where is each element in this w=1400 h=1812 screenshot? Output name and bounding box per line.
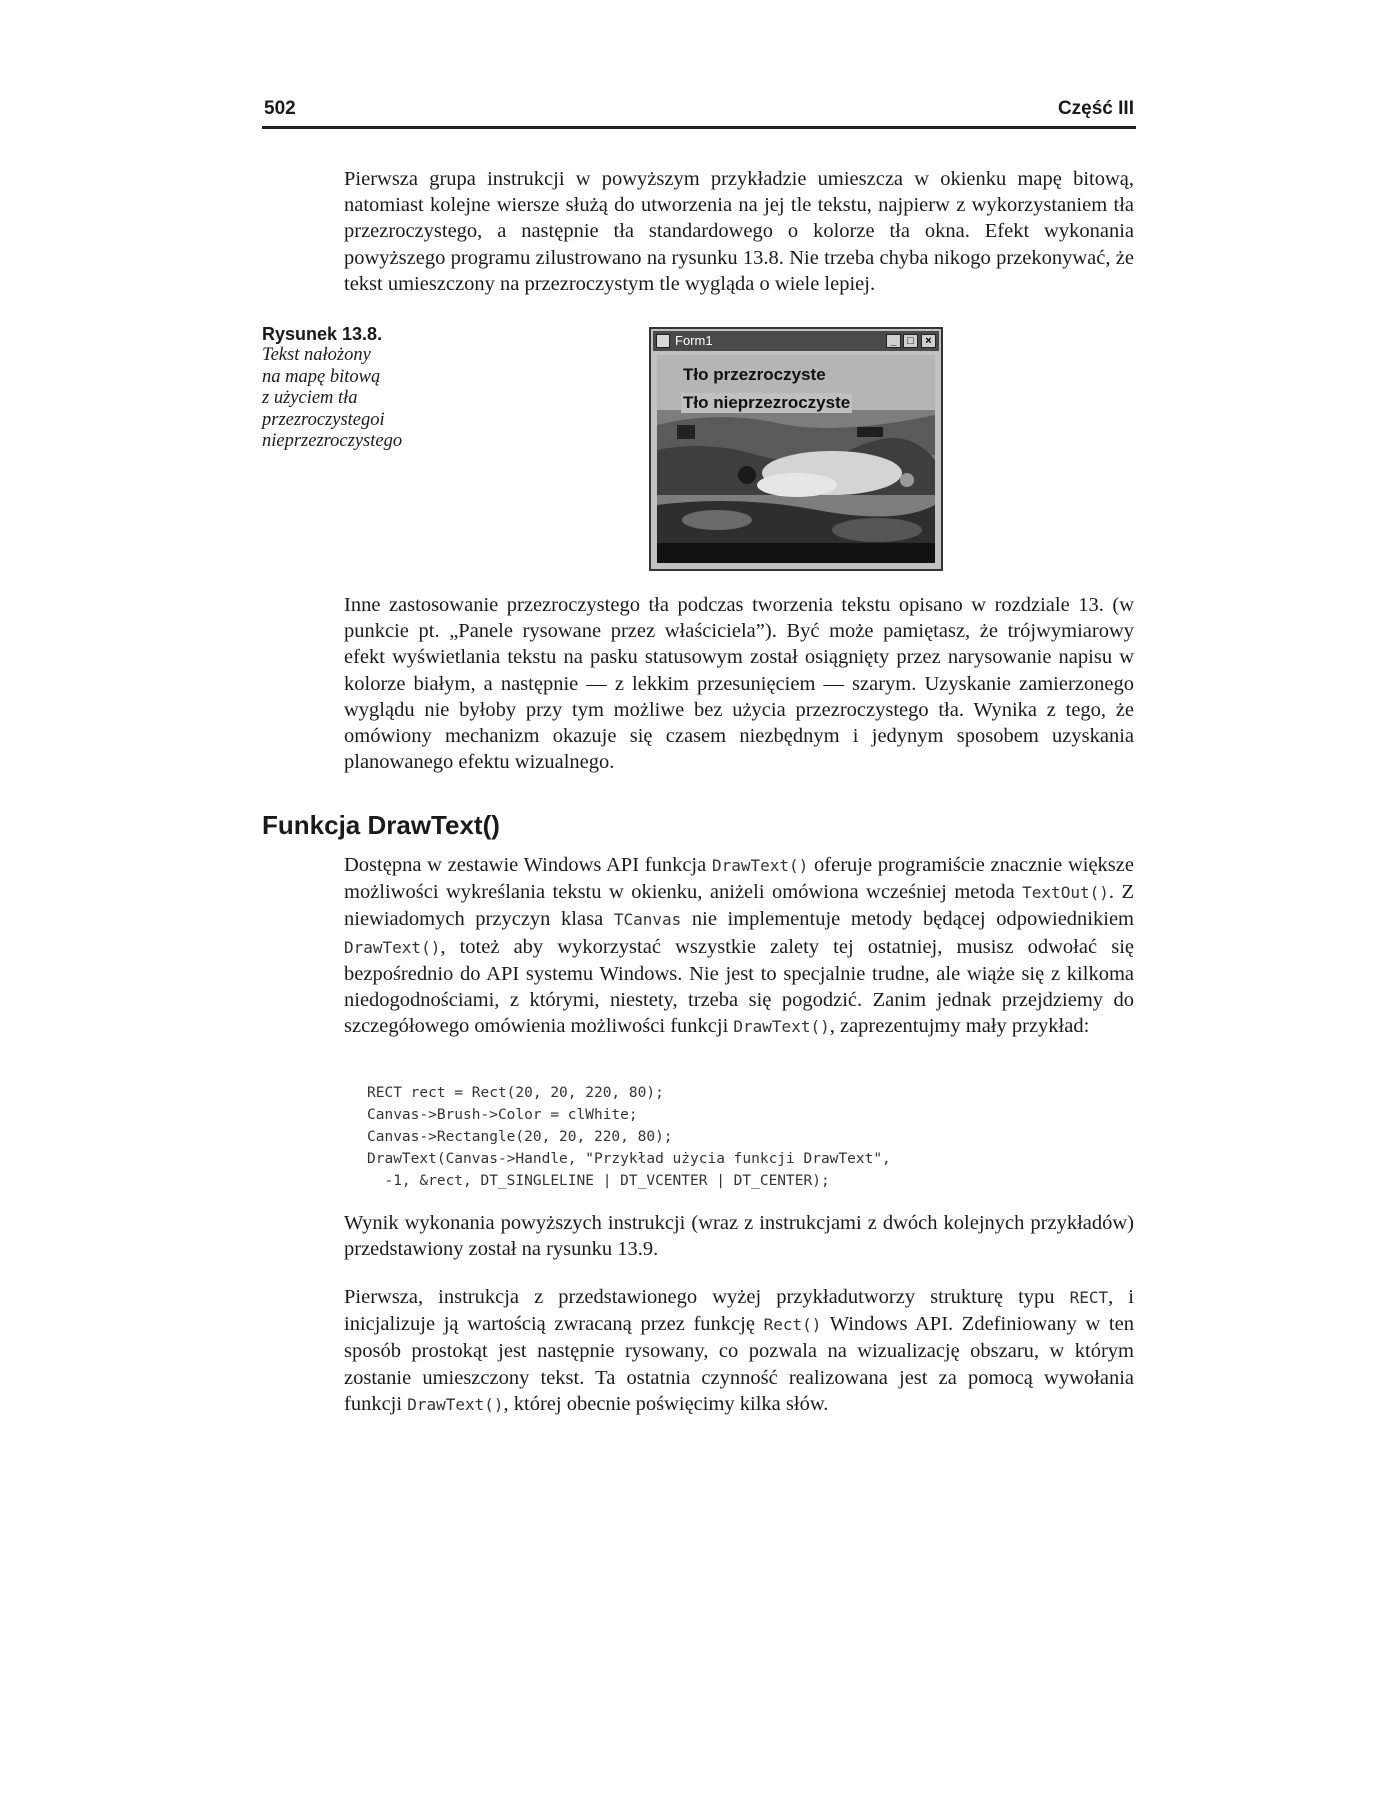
- text-transparent-background: Tło przezroczyste: [683, 365, 826, 384]
- text-run: nie implementuje metody będącej odpowiednikiem: [681, 908, 1134, 931]
- code-inline: DrawText(): [407, 1394, 504, 1414]
- text-run: , zaprezentujmy mały przykład:: [829, 1015, 1090, 1038]
- code-line: DrawText(Canvas->Handle, "Przykład użycia funkcji DrawText",: [367, 1151, 891, 1167]
- caption-line: nieprzezroczystego: [262, 431, 403, 451]
- window-titlebar: [653, 331, 939, 351]
- text-run: Windows API. Zdefiniowany w ten sposób prostokąt jest następnie rysowany, co pozwala na wizualizację obszaru, w którym zostanie umieszczony tekst. Ta ostatnia czynność realizowana jest za pomocą wywołania funkcji: [344, 1313, 1134, 1415]
- text-run: Pierwsza, instrukcja z przedstawionego wyżej przykładutworzy strukturę typu: [344, 1286, 1070, 1308]
- code-line: RECT rect = Rect(20, 20, 220, 80);: [367, 1085, 664, 1101]
- paragraph-2: Inne zastosowanie przezroczystego tła podczas tworzenia tekstu opisano w rozdziale 13. (w punkcie pt. „Panele rysowane przez właściciela”). Być może pamiętasz, że trójwymiarowy efekt wyświetlania tekstu na pasku statusowym został osiągnięty przez narysowanie napisu w kolorze białym, a następnie — z lekkim przesunięciem — szarym. Uzyskanie zamierzonego wyglądu nie byłoby przy tym możliwe bez użycia przezroczystego tła. Wynika z tego, że omówiony mechanizm okazuje się czasem niezbędnym i jedynym sposobem uzyskania planowanego efektu wizualnego.: [344, 594, 1134, 774]
- figure-form-screenshot: [649, 327, 943, 571]
- caption-line: z użyciem tła: [262, 388, 358, 408]
- code-listing: [367, 1082, 891, 1192]
- figure-caption: [262, 323, 432, 453]
- paragraph-4: Wynik wykonania powyższych instrukcji (wraz z instrukcjami z dwóch kolejnych przykładów) przedstawiony został na rysunku 13.9.: [344, 1212, 1134, 1261]
- code-inline: Rect(): [763, 1315, 822, 1335]
- bitmap-picture: [657, 355, 935, 563]
- caption-line: przezroczystegoi: [262, 409, 385, 430]
- caption-line: Tekst nałożony: [262, 345, 371, 365]
- bitmap-canvas: [657, 355, 935, 563]
- minimize-icon[interactable]: _: [886, 334, 901, 348]
- figure-label: Rysunek 13.8.: [262, 324, 383, 344]
- text-run: , toteż aby wykorzystać wszystkie zalety tej ostatniej, musisz odwołać się bezpośrednio do API systemu Windows. Nie jest to specjalnie trudne, ale wiąże się z kilkoma niedogodnościami, z którymi, niestety, trzeba się pogodzić. Zanim jednak przejdziemy do szczegółowego omówienia możliwości funkcji: [344, 935, 1134, 1038]
- text-run: Dostępna w zestawie Windows API funkcja: [344, 854, 712, 876]
- section-title: Funkcja DrawText(): [262, 810, 500, 840]
- code-inline: RECT: [1069, 1288, 1109, 1307]
- code-line: -1, &rect, DT_SINGLELINE | DT_VCENTER | DT_CENTER);: [367, 1173, 830, 1189]
- code-inline: DrawText(): [711, 856, 809, 875]
- caption-line: na mapę bitową: [262, 366, 381, 387]
- code-inline: DrawText(): [733, 1017, 830, 1037]
- text-opaque-background: Tło nieprzezroczyste: [683, 393, 851, 412]
- code-line: Canvas->Rectangle(20, 20, 220, 80);: [367, 1129, 673, 1145]
- paragraph-5: [344, 1284, 1134, 1418]
- paragraph-1: Pierwsza grupa instrukcji w powyższym przykładzie umieszcza w okienku mapę bitową, natomiast kolejne wiersze służą do utworzenia na jej tle tekstu, najpierw z wykorzystaniem tła przezroczystego, a następnie tła standardowego o kolorze tła okna. Efekt wykonania powyższego programu zilustrowano na rysunku 13.8. Nie trzeba chyba nikogo przekonywać, że tekst umieszczony na przezroczystym tle wygląda o wiele lepiej.: [344, 168, 1134, 295]
- paragraph-3: [344, 852, 1134, 1040]
- window-title: Form1: [675, 333, 713, 348]
- maximize-icon[interactable]: □: [903, 334, 918, 348]
- text-run: oferuje programiście znacznie większe możliwości wykreślania tekstu w okienku, aniżeli omówiona wcześniej metoda: [344, 854, 1134, 904]
- page-header: [262, 98, 1136, 129]
- app-icon: [656, 334, 670, 348]
- part-label: Część III: [1057, 98, 1134, 119]
- text-run: , i inicjalizuje ją wartością zwracaną przez funkcję: [344, 1286, 1135, 1336]
- page-number: 502: [264, 98, 296, 119]
- code-line: Canvas->Brush->Color = clWhite;: [367, 1107, 638, 1123]
- text-run: , której obecnie poświęcimy kilka słów.: [503, 1392, 829, 1415]
- text-run: . Z niewiadomych przyczyn klasa: [344, 881, 1134, 931]
- code-inline: DrawText(): [344, 937, 441, 957]
- code-inline: TextOut(): [1022, 883, 1109, 903]
- close-icon[interactable]: ×: [921, 334, 936, 348]
- figure-description: [262, 345, 432, 453]
- code-inline: TCanvas: [613, 910, 682, 930]
